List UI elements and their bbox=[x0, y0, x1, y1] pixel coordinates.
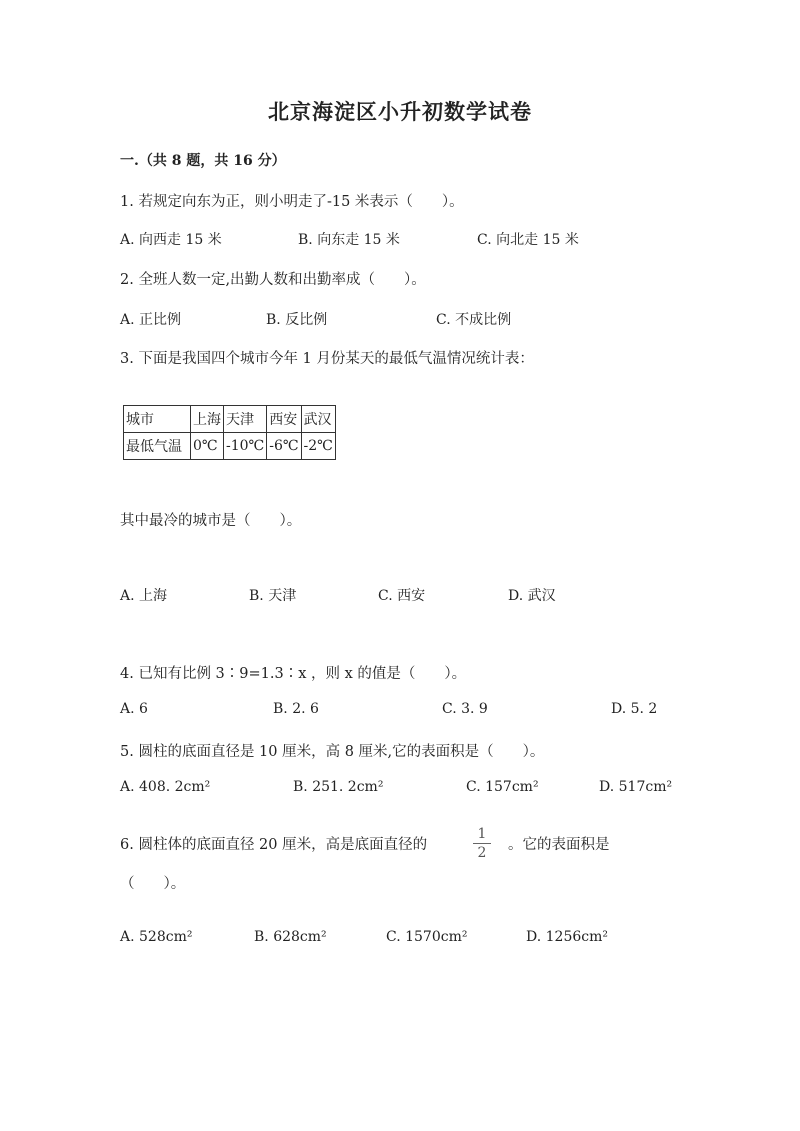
fraction-one-half bbox=[473, 826, 491, 861]
page-title: 北京海淀区小升初数学试卷 bbox=[268, 99, 532, 124]
question-3-option-d: D. 武汉 bbox=[508, 588, 556, 604]
question-6-option-b: B. 628cm² bbox=[254, 929, 327, 945]
question-6-stem-before: 6. 圆柱体的底面直径 20 厘米，高是底面直径的 bbox=[120, 837, 428, 853]
table-cell: 城市 bbox=[124, 406, 191, 433]
table-cell: 最低气温 bbox=[124, 433, 191, 460]
question-6-stem-line2: （ ）。 bbox=[120, 876, 186, 892]
table-cell: 0℃ bbox=[191, 433, 224, 460]
question-1-option-c: C. 向北走 15 米 bbox=[477, 232, 579, 248]
table-cell: 武汉 bbox=[301, 406, 335, 433]
table-header-row bbox=[124, 406, 336, 433]
question-2-option-c: C. 不成比例 bbox=[436, 312, 512, 328]
table-cell: 天津 bbox=[224, 406, 267, 433]
question-6-stem-after: 。它的表面积是 bbox=[508, 837, 610, 853]
question-6-option-d: D. 1256cm² bbox=[526, 929, 608, 945]
question-3-stem: 3. 下面是我国四个城市今年 1 月份某天的最低气温情况统计表： bbox=[120, 351, 534, 367]
question-1-option-b: B. 向东走 15 米 bbox=[298, 232, 400, 248]
fraction-denominator: 2 bbox=[477, 845, 487, 861]
table-row bbox=[124, 433, 336, 460]
question-5-option-d: D. 517cm² bbox=[599, 779, 673, 795]
question-5-option-b: B. 251. 2cm² bbox=[293, 779, 384, 795]
question-4-option-d: D. 5. 2 bbox=[611, 701, 658, 717]
question-2-stem: 2. 全班人数一定,出勤人数和出勤率成（ ）。 bbox=[120, 272, 426, 288]
question-5-option-a: A. 408. 2cm² bbox=[120, 779, 211, 795]
question-4-option-a: A. 6 bbox=[120, 701, 148, 717]
table-cell: -6℃ bbox=[267, 433, 301, 460]
question-3-followup: 其中最冷的城市是（ ）。 bbox=[120, 513, 302, 529]
question-2-option-a: A. 正比例 bbox=[120, 312, 182, 328]
question-3-option-a: A. 上海 bbox=[120, 588, 168, 604]
question-5-stem: 5. 圆柱的底面直径是 10 厘米，高 8 厘米,它的表面积是（ ）。 bbox=[120, 744, 545, 760]
question-1-option-a: A. 向西走 15 米 bbox=[120, 232, 222, 248]
question-1-stem: 1. 若规定向东为正，则小明走了-15 米表示（ ）。 bbox=[120, 194, 464, 210]
fraction-numerator: 1 bbox=[477, 826, 487, 842]
question-4-option-c: C. 3. 9 bbox=[442, 701, 488, 717]
question-4-option-b: B. 2. 6 bbox=[273, 701, 319, 717]
section-heading: 一.（共 8 题，共 16 分） bbox=[120, 153, 286, 169]
table-cell: 上海 bbox=[191, 406, 224, 433]
temperature-table bbox=[123, 405, 336, 460]
question-5-option-c: C. 157cm² bbox=[466, 779, 539, 795]
question-4-stem: 4. 已知有比例 3∶9=1.3∶x ，则 x 的值是（ ）。 bbox=[120, 666, 467, 682]
question-3-option-b: B. 天津 bbox=[249, 588, 297, 604]
question-3-option-c: C. 西安 bbox=[378, 588, 426, 604]
question-6-option-a: A. 528cm² bbox=[120, 929, 193, 945]
fraction-bar bbox=[473, 843, 491, 844]
table-cell: -10℃ bbox=[224, 433, 267, 460]
question-6-option-c: C. 1570cm² bbox=[386, 929, 468, 945]
table-cell: 西安 bbox=[267, 406, 301, 433]
table-cell: -2℃ bbox=[301, 433, 335, 460]
question-2-option-b: B. 反比例 bbox=[266, 312, 328, 328]
